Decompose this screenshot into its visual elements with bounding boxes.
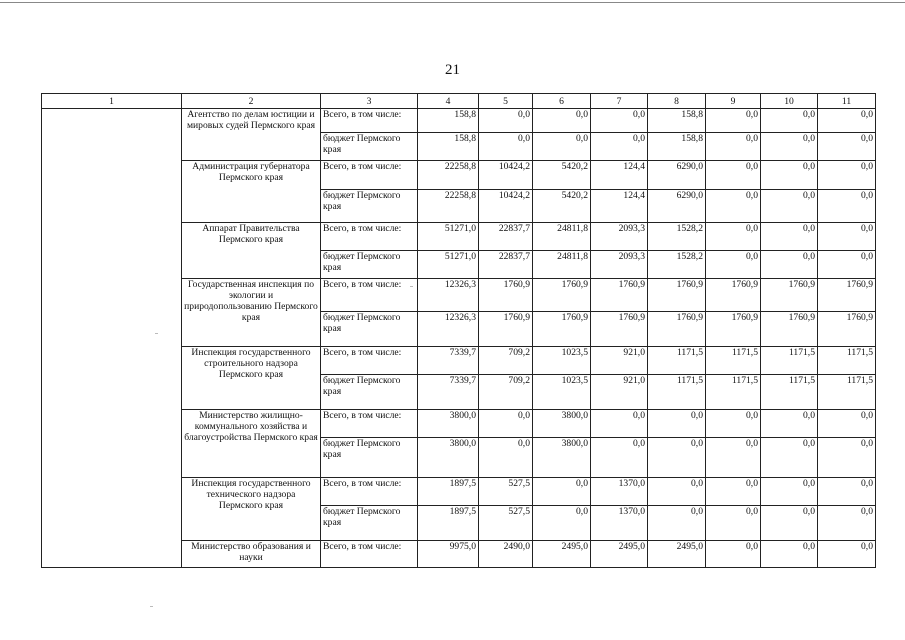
organization-name: Министерство образования и науки <box>182 541 321 568</box>
organization-name: Агентство по делам юстиции и мировых судей Пермского края <box>182 109 321 161</box>
value-cell: 1760,9 <box>706 312 761 347</box>
row-label: Всего, в том числе: <box>321 279 418 312</box>
value-cell: 1760,9 <box>533 279 591 312</box>
value-cell: 124,4 <box>591 161 648 190</box>
organization-name: Министерство жилищно-коммунального хозяйства и благоустройства Пермского края <box>182 410 321 478</box>
value-cell: 22837,7 <box>479 223 533 251</box>
value-cell: 1171,5 <box>818 347 876 375</box>
value-cell: 1760,9 <box>761 279 818 312</box>
value-cell: 3800,0 <box>533 438 591 478</box>
value-cell: 709,2 <box>479 347 533 375</box>
row-label: Всего, в том числе: <box>321 541 418 568</box>
column-header: 10 <box>761 94 818 109</box>
column-header: 11 <box>818 94 876 109</box>
value-cell: 1171,5 <box>648 347 706 375</box>
value-cell: 0,0 <box>533 506 591 541</box>
value-cell: 10424,2 <box>479 161 533 190</box>
value-cell: 3800,0 <box>418 438 479 478</box>
value-cell: 0,0 <box>591 438 648 478</box>
scan-speck <box>150 606 153 607</box>
value-cell: 0,0 <box>818 410 876 438</box>
value-cell: 1760,9 <box>818 279 876 312</box>
value-cell: 1528,2 <box>648 223 706 251</box>
value-cell: 1760,9 <box>533 312 591 347</box>
value-cell: 0,0 <box>706 133 761 161</box>
value-cell: 0,0 <box>533 478 591 506</box>
value-cell: 1528,2 <box>648 251 706 279</box>
column-header: 4 <box>418 94 479 109</box>
value-cell: 1760,9 <box>479 312 533 347</box>
value-cell: 10424,2 <box>479 190 533 223</box>
value-cell: 0,0 <box>706 438 761 478</box>
value-cell: 0,0 <box>591 410 648 438</box>
value-cell: 2490,0 <box>479 541 533 568</box>
value-cell: 158,8 <box>418 109 479 133</box>
value-cell: 527,5 <box>479 478 533 506</box>
column-header: 5 <box>479 94 533 109</box>
value-cell: 1760,9 <box>761 312 818 347</box>
budget-table <box>41 93 876 568</box>
value-cell: 0,0 <box>818 478 876 506</box>
value-cell: 22258,8 <box>418 190 479 223</box>
value-cell: 0,0 <box>761 541 818 568</box>
value-cell: 1760,9 <box>591 312 648 347</box>
value-cell: 0,0 <box>479 410 533 438</box>
value-cell: 0,0 <box>818 190 876 223</box>
value-cell: 0,0 <box>479 133 533 161</box>
value-cell: 1760,9 <box>648 312 706 347</box>
row-label: бюджет Пермского края <box>321 251 418 279</box>
row-label: Всего, в том числе: <box>321 347 418 375</box>
value-cell: 2495,0 <box>591 541 648 568</box>
value-cell: 6290,0 <box>648 190 706 223</box>
value-cell: 0,0 <box>591 109 648 133</box>
row-label: бюджет Пермского края <box>321 190 418 223</box>
organization-name: Инспекция государственного технического надзора Пермского края <box>182 478 321 541</box>
value-cell: 22258,8 <box>418 161 479 190</box>
value-cell: 1171,5 <box>648 375 706 410</box>
value-cell: 24811,8 <box>533 251 591 279</box>
value-cell: 6290,0 <box>648 161 706 190</box>
row-label: Всего, в том числе: <box>321 478 418 506</box>
row-label: бюджет Пермского края <box>321 312 418 347</box>
value-cell: 1171,5 <box>761 375 818 410</box>
value-cell: 709,2 <box>479 375 533 410</box>
value-cell: 5420,2 <box>533 190 591 223</box>
value-cell: 158,8 <box>648 109 706 133</box>
value-cell: 0,0 <box>761 190 818 223</box>
value-cell: 1370,0 <box>591 506 648 541</box>
value-cell: 527,5 <box>479 506 533 541</box>
value-cell: 158,8 <box>418 133 479 161</box>
value-cell: 0,0 <box>479 438 533 478</box>
value-cell: 51271,0 <box>418 223 479 251</box>
value-cell: 0,0 <box>706 410 761 438</box>
value-cell: 0,0 <box>706 506 761 541</box>
value-cell: 7339,7 <box>418 347 479 375</box>
value-cell: 0,0 <box>706 109 761 133</box>
organization-name: Администрация губернатора Пермского края <box>182 161 321 223</box>
value-cell: 0,0 <box>648 410 706 438</box>
value-cell: 1171,5 <box>706 347 761 375</box>
scan-edge-line <box>0 2 905 3</box>
row-label: бюджет Пермского края <box>321 133 418 161</box>
value-cell: 51271,0 <box>418 251 479 279</box>
value-cell: 2495,0 <box>533 541 591 568</box>
value-cell: 1023,5 <box>533 375 591 410</box>
value-cell: 1023,5 <box>533 347 591 375</box>
value-cell: 9975,0 <box>418 541 479 568</box>
scan-speck <box>410 286 413 287</box>
row-label: бюджет Пермского края <box>321 506 418 541</box>
value-cell: 0,0 <box>761 251 818 279</box>
value-cell: 0,0 <box>706 251 761 279</box>
value-cell: 1760,9 <box>706 279 761 312</box>
value-cell: 3800,0 <box>418 410 479 438</box>
value-cell: 12326,3 <box>418 279 479 312</box>
column-header: 3 <box>321 94 418 109</box>
value-cell: 1760,9 <box>479 279 533 312</box>
page-number: 21 <box>445 62 460 78</box>
value-cell: 0,0 <box>479 109 533 133</box>
value-cell: 0,0 <box>761 410 818 438</box>
value-cell: 0,0 <box>818 109 876 133</box>
program-column-cell <box>42 109 182 568</box>
organization-name: Аппарат Правительства Пермского края <box>182 223 321 279</box>
value-cell: 0,0 <box>761 161 818 190</box>
column-header: 8 <box>648 94 706 109</box>
value-cell: 0,0 <box>648 478 706 506</box>
value-cell: 0,0 <box>818 251 876 279</box>
organization-name: Государственная инспекция по экологии и природопользованию Пермского края <box>182 279 321 347</box>
value-cell: 0,0 <box>818 438 876 478</box>
value-cell: 0,0 <box>761 438 818 478</box>
value-cell: 0,0 <box>706 478 761 506</box>
value-cell: 5420,2 <box>533 161 591 190</box>
value-cell: 12326,3 <box>418 312 479 347</box>
value-cell: 0,0 <box>761 223 818 251</box>
value-cell: 0,0 <box>818 506 876 541</box>
value-cell: 1171,5 <box>706 375 761 410</box>
value-cell: 22837,7 <box>479 251 533 279</box>
value-cell: 0,0 <box>591 133 648 161</box>
row-label: Всего, в том числе: <box>321 109 418 133</box>
value-cell: 0,0 <box>648 506 706 541</box>
value-cell: 1171,5 <box>818 375 876 410</box>
value-cell: 0,0 <box>706 190 761 223</box>
table-body <box>42 94 876 568</box>
value-cell: 0,0 <box>761 478 818 506</box>
value-cell: 0,0 <box>706 223 761 251</box>
row-label: Всего, в том числе: <box>321 223 418 251</box>
row-label: Всего, в том числе: <box>321 161 418 190</box>
value-cell: 0,0 <box>648 438 706 478</box>
value-cell: 0,0 <box>706 541 761 568</box>
value-cell: 0,0 <box>533 109 591 133</box>
value-cell: 0,0 <box>761 109 818 133</box>
organization-name: Инспекция государственного строительного надзора Пермского края <box>182 347 321 410</box>
total-row <box>42 109 876 133</box>
row-label: бюджет Пермского края <box>321 375 418 410</box>
column-header: 7 <box>591 94 648 109</box>
value-cell: 0,0 <box>533 133 591 161</box>
value-cell: 2093,3 <box>591 251 648 279</box>
value-cell: 1370,0 <box>591 478 648 506</box>
row-label: бюджет Пермского края <box>321 438 418 478</box>
value-cell: 0,0 <box>818 133 876 161</box>
value-cell: 124,4 <box>591 190 648 223</box>
value-cell: 1760,9 <box>648 279 706 312</box>
value-cell: 0,0 <box>706 161 761 190</box>
column-header: 2 <box>182 94 321 109</box>
value-cell: 7339,7 <box>418 375 479 410</box>
value-cell: 0,0 <box>761 506 818 541</box>
value-cell: 158,8 <box>648 133 706 161</box>
value-cell: 1760,9 <box>818 312 876 347</box>
row-label: Всего, в том числе: <box>321 410 418 438</box>
value-cell: 0,0 <box>818 541 876 568</box>
value-cell: 1897,5 <box>418 506 479 541</box>
header-row <box>42 94 876 109</box>
value-cell: 0,0 <box>761 133 818 161</box>
value-cell: 2093,3 <box>591 223 648 251</box>
value-cell: 1171,5 <box>761 347 818 375</box>
value-cell: 0,0 <box>818 223 876 251</box>
column-header: 1 <box>42 94 182 109</box>
column-header: 9 <box>706 94 761 109</box>
value-cell: 0,0 <box>818 161 876 190</box>
value-cell: 921,0 <box>591 375 648 410</box>
value-cell: 921,0 <box>591 347 648 375</box>
value-cell: 1897,5 <box>418 478 479 506</box>
value-cell: 24811,8 <box>533 223 591 251</box>
value-cell: 1760,9 <box>591 279 648 312</box>
value-cell: 3800,0 <box>533 410 591 438</box>
value-cell: 2495,0 <box>648 541 706 568</box>
scan-speck <box>155 333 158 334</box>
column-header: 6 <box>533 94 591 109</box>
